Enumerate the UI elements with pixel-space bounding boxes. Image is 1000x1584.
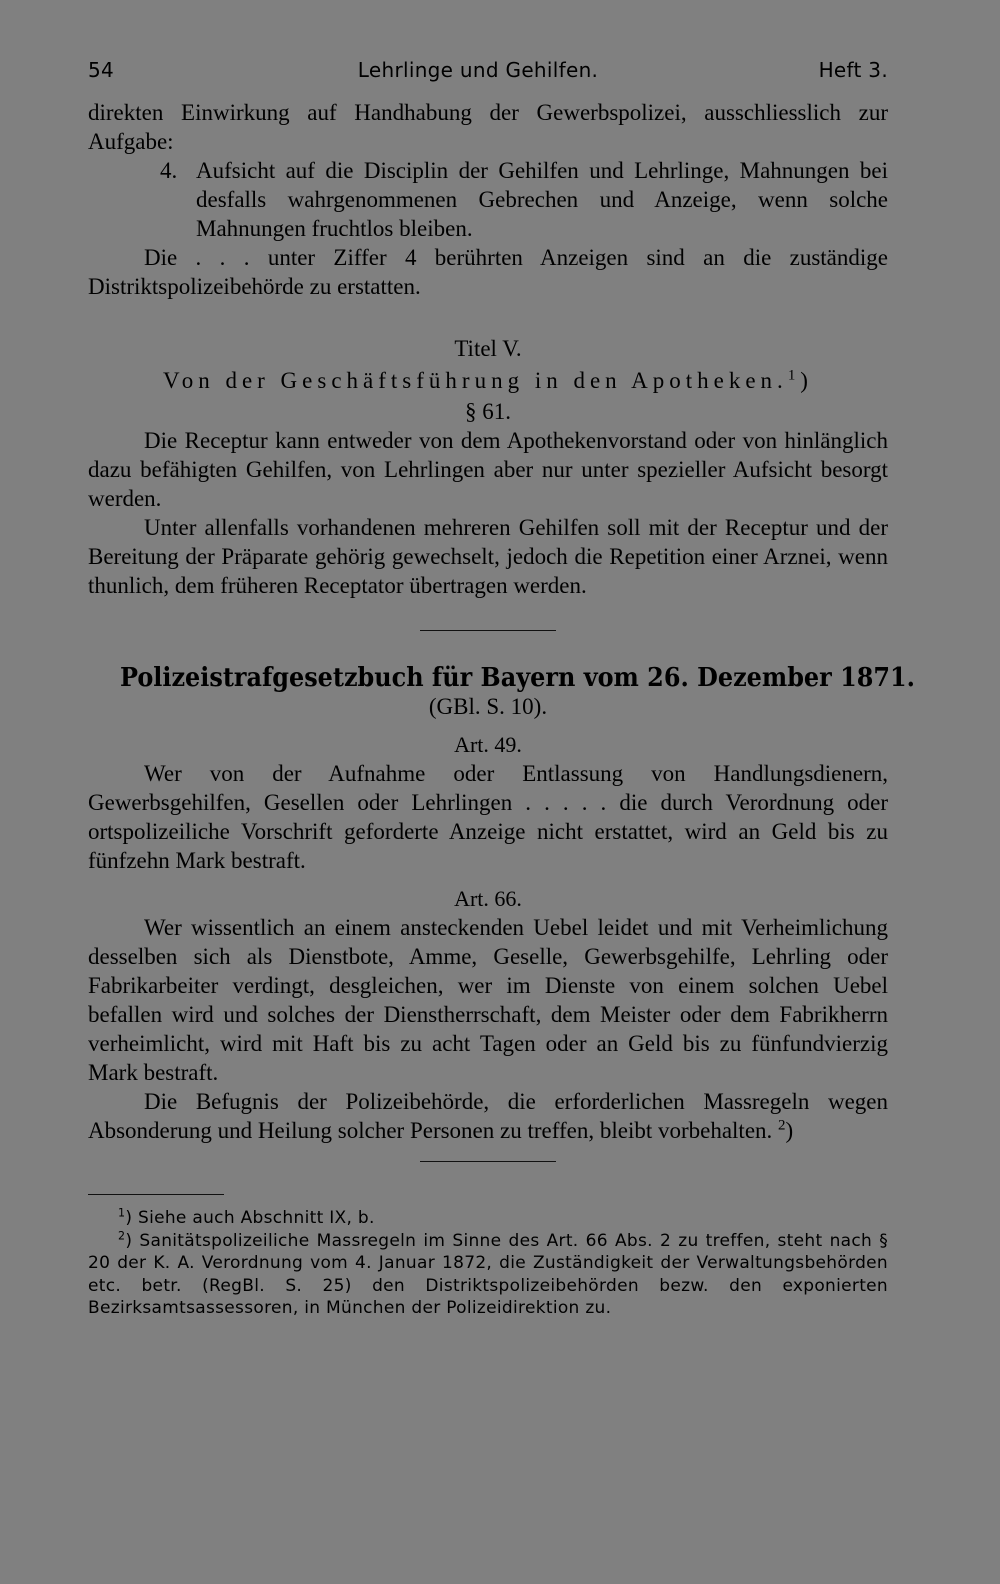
intro-paragraph: direkten Einwirkung auf Handhabung der Gewerbspolizei, ausschliesslich zur Aufgabe: — [88, 100, 888, 154]
intro-after-paragraph: Die . . . unter Ziffer 4 berührten Anzeigen sind an die zuständige Distriktspolizeibehörde zu erstatten. — [88, 245, 888, 299]
section-heading: § 61. — [465, 399, 511, 424]
article-49-text: Wer von der Aufnahme oder Entlassung von Handlungsdienern, Gewerbsgehilfen, Gesellen oder Lehrlingen . . . . . die durch Verordnung oder ortspolizeiliche Vorschrift geforderte Anzeige nicht erstattet, wird an Geld bis zu fünfzehn Mark bestraft. — [88, 761, 888, 873]
footnote-divider — [88, 1194, 224, 1195]
footnote-2 — [88, 1230, 888, 1320]
article-66-paragraph-2 — [88, 1087, 888, 1145]
titel-subheading — [88, 365, 888, 397]
page-number: 54 — [88, 58, 115, 82]
footnote-1-mark: 1 — [118, 1206, 126, 1220]
article-66-paragraph-1: Wer wissentlich an einem ansteckenden Uebel leidet und mit Verheimlichung desselben sich als Dienstbote, Amme, Geselle, Gewerbsgehilfe, Lehrling oder Fabrikarbeiter verdingt, desgleichen, wer im Dienste von einem solchen Uebel befallen wird und solches der Dienstherrschaft, dem Meister oder dem Fabrikherrn verheimlicht, wird mit Haft bis zu acht Tagen oder an Geld bis zu fünfundvierzig Mark bestraft. — [88, 915, 888, 1085]
section-paragraph-1: Die Receptur kann entweder von dem Apothekenvorstand oder von hinlänglich dazu befähigten Gehilfen, von Lehrlingen aber nur unter spezieller Aufsicht besorgt werden. — [88, 428, 888, 511]
footnote-ref-1: 1 — [787, 367, 801, 384]
footnote-ref-2-close: ) — [785, 1118, 794, 1143]
footnote-2-mark: 2 — [118, 1228, 126, 1242]
footnote-ref-2: 2 — [778, 1117, 786, 1134]
main-text — [88, 98, 915, 1162]
footnotes — [88, 1207, 888, 1320]
law-heading: Polizeistrafgesetzbuch für Bayern vom 26. Dezember 1871. — [120, 663, 915, 693]
section-paragraph-2: Unter allenfalls vorhandenen mehreren Gehilfen soll mit der Receptur und der Bereitung der Präparate gehörig gewechselt, jedoch die Repetition einer Arznei, wenn thunlich, dem früheren Receptator übertragen werden. — [88, 515, 888, 598]
footnote-2-text: ) Sanitätspolizeiliche Massregeln im Sinne des Art. 66 Abs. 2 zu treffen, steht nach § 20 der K. A. Verordnung vom 4. Januar 1872, die Zuständigkeit der Verwaltungsbehörden etc. betr. (RegBl. S. 25) den Distriktspolizeibehörden bezw. den exponierten Bezirksamtsassessoren, in München der Polizeidirektion zu. — [88, 1230, 888, 1318]
page — [88, 58, 915, 1320]
section-divider — [420, 630, 556, 631]
titel-subheading-text: Von der Geschäftsführung in den Apotheken. — [163, 368, 788, 393]
list-item-number: 4. — [160, 158, 178, 183]
list-item-4 — [88, 156, 888, 243]
footnote-1-text: ) Siehe auch Abschnitt IX, b. — [125, 1208, 375, 1228]
article-49-heading: Art. 49. — [454, 732, 522, 757]
running-title: Lehrlinge und Gehilfen. — [357, 58, 599, 82]
article-66-paragraph-2-text: Die Befugnis der Polizeibehörde, die erforderlichen Massregeln wegen Absonderung und Heilung solcher Personen zu treffen, bleibt vorbehalten. — [88, 1089, 888, 1143]
article-66-heading: Art. 66. — [454, 886, 522, 911]
law-source: (GBl. S. 10). — [428, 694, 548, 719]
page-header — [88, 58, 888, 98]
footnote-ref-1-close: ) — [800, 368, 813, 393]
titel-heading: Titel V. — [454, 336, 522, 361]
issue-label: Heft 3. — [818, 58, 888, 82]
end-divider — [420, 1161, 556, 1162]
footnote-1 — [88, 1207, 888, 1230]
list-item-text: Aufsicht auf die Disciplin der Gehilfen und Lehrlinge, Mahnungen bei desfalls wahrgenommenen Gebrechen und Anzeige, wenn solche Mahnungen fruchtlos bleiben. — [196, 158, 888, 241]
